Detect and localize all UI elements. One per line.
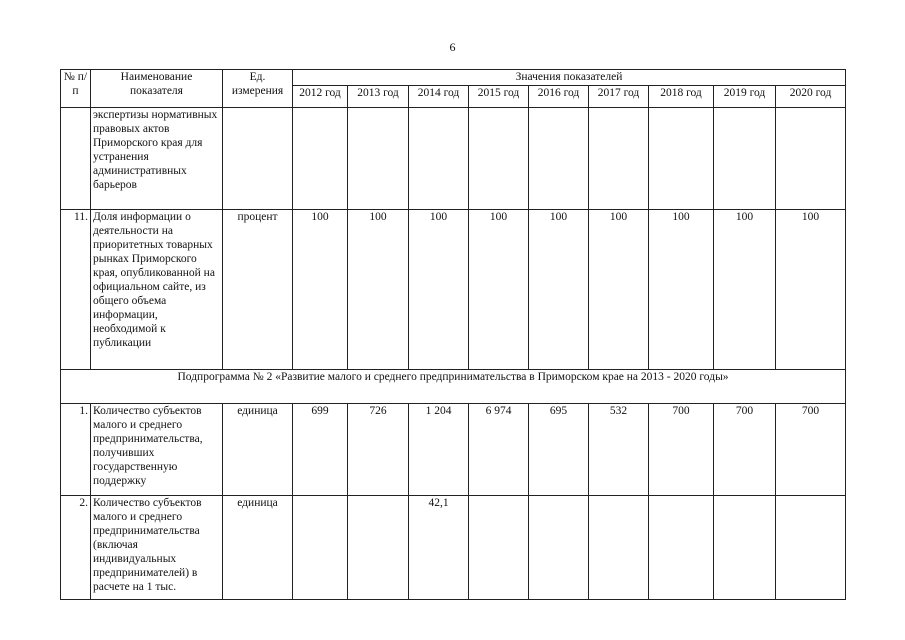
header-year: 2019 год <box>714 86 776 108</box>
table-row <box>61 210 846 370</box>
row-unit: процент <box>223 210 293 370</box>
row-value: 100 <box>348 210 409 370</box>
row-value: 726 <box>348 404 409 496</box>
header-values: Значения показателей <box>293 70 846 86</box>
row-value <box>293 496 348 600</box>
row-value: 100 <box>776 210 846 370</box>
row-value: 42,1 <box>409 496 469 600</box>
row-value <box>469 496 529 600</box>
row-value <box>714 108 776 210</box>
header-year: 2014 год <box>409 86 469 108</box>
header-year: 2018 год <box>649 86 714 108</box>
page-number: 6 <box>449 40 456 54</box>
row-unit <box>223 108 293 210</box>
row-value: 100 <box>529 210 589 370</box>
row-unit: единица <box>223 404 293 496</box>
row-name: Доля информации о деятельности на приоритетных товарных рынках Приморского края, опубликованной на официальном сайте, из общего объема информации, необходимой к публикации <box>91 210 223 370</box>
table-row <box>61 496 846 600</box>
row-name: Количество субъектов малого и среднего предпринимательства, получивших государственную поддержку <box>91 404 223 496</box>
indicators-table <box>60 69 846 600</box>
row-value: 100 <box>469 210 529 370</box>
row-value: 700 <box>714 404 776 496</box>
row-value <box>649 108 714 210</box>
section-title: Подпрограмма № 2 «Развитие малого и среднего предпринимательства в Приморском крае на 2013 - 2020 годы» <box>61 370 846 404</box>
header-year: 2017 год <box>589 86 649 108</box>
header-unit: Ед. измерения <box>223 70 293 108</box>
row-num: 11. <box>61 210 91 370</box>
row-unit: единица <box>223 496 293 600</box>
header-year: 2012 год <box>293 86 348 108</box>
table-row <box>61 108 846 210</box>
row-value: 1 204 <box>409 404 469 496</box>
row-value <box>469 108 529 210</box>
row-value: 100 <box>589 210 649 370</box>
row-value: 700 <box>776 404 846 496</box>
row-value: 100 <box>409 210 469 370</box>
row-value <box>714 496 776 600</box>
row-value <box>649 496 714 600</box>
row-value: 100 <box>293 210 348 370</box>
header-year: 2016 год <box>529 86 589 108</box>
row-name: экспертизы нормативных правовых актов Приморского края для устранения административных барьеров <box>91 108 223 210</box>
row-value <box>589 108 649 210</box>
header-num: № п/п <box>61 70 91 108</box>
row-value: 532 <box>589 404 649 496</box>
row-num: 2. <box>61 496 91 600</box>
row-value <box>529 108 589 210</box>
row-value <box>776 496 846 600</box>
row-value <box>293 108 348 210</box>
row-num: 1. <box>61 404 91 496</box>
row-num <box>61 108 91 210</box>
table-row <box>61 404 846 496</box>
header-year: 2020 год <box>776 86 846 108</box>
row-name: Количество субъектов малого и среднего предпринимательства (включая индивидуальных предпринимателей) в расчете на 1 тыс. <box>91 496 223 600</box>
row-value <box>348 108 409 210</box>
section-row <box>61 370 846 404</box>
row-value <box>348 496 409 600</box>
row-value: 699 <box>293 404 348 496</box>
row-value <box>529 496 589 600</box>
row-value: 100 <box>714 210 776 370</box>
row-value <box>589 496 649 600</box>
header-row-1 <box>61 70 846 86</box>
row-value <box>776 108 846 210</box>
row-value <box>409 108 469 210</box>
row-value: 100 <box>649 210 714 370</box>
header-year: 2015 год <box>469 86 529 108</box>
row-value: 6 974 <box>469 404 529 496</box>
header-name: Наименование показателя <box>91 70 223 108</box>
row-value: 695 <box>529 404 589 496</box>
header-year: 2013 год <box>348 86 409 108</box>
row-value: 700 <box>649 404 714 496</box>
